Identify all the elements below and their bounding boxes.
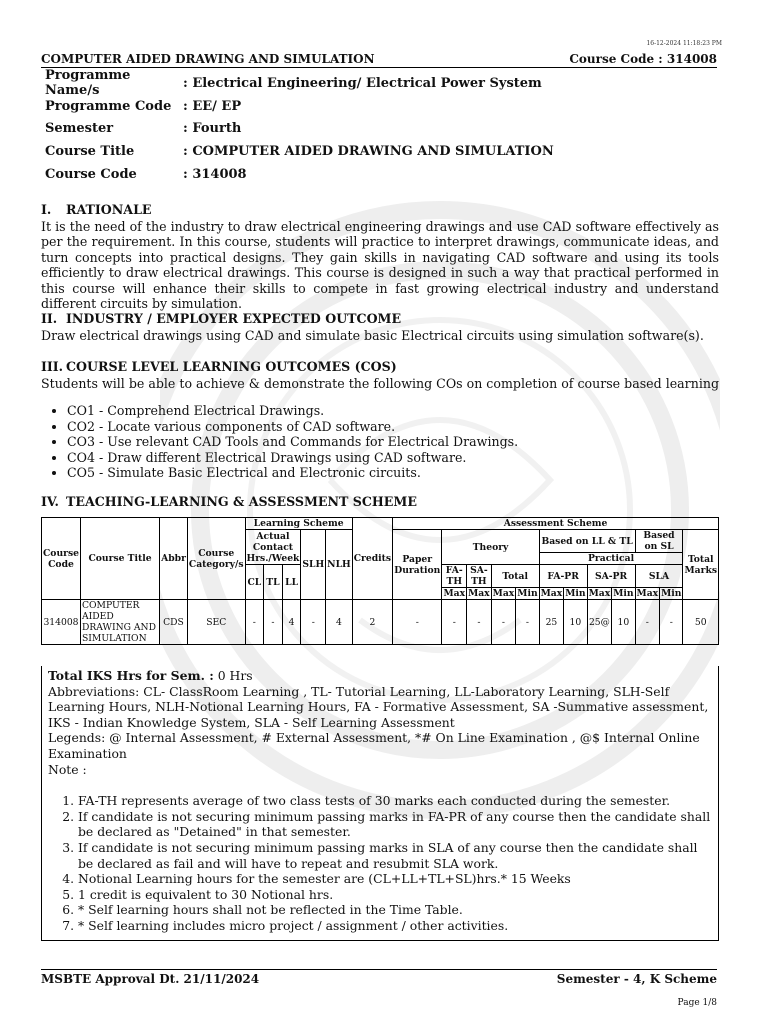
- approval-date: MSBTE Approval Dt. 21/11/2024: [41, 972, 260, 986]
- info-value: : Electrical Engineering/ Electrical Power System: [183, 75, 542, 91]
- cell-sla-max: -: [635, 600, 660, 645]
- cell-cl: -: [245, 600, 264, 645]
- list-item: • CO5 - Simulate Basic Electrical and Electronic circuits.: [67, 465, 719, 481]
- info-label: Course Code: [45, 166, 137, 182]
- cell-nlh: 4: [326, 600, 353, 645]
- cos-intro: Students will be able to achieve & demonstrate the following COs on completion of course based learning: [41, 375, 720, 391]
- cos-list: [41, 403, 719, 481]
- cell-tl: -: [264, 600, 283, 645]
- list-item: 5. 1 credit is equivalent to 30 Notional hrs.: [78, 887, 712, 903]
- cell-sa-pr-min: 10: [612, 600, 635, 645]
- info-row: [45, 117, 554, 140]
- scheme-table: [41, 517, 719, 645]
- page-header: [41, 51, 717, 68]
- expected-outcome-section: [41, 311, 719, 343]
- iks-hours: Total IKS Hrs for Sem. : 0 Hrs: [48, 668, 253, 683]
- min-label: Min: [661, 588, 682, 599]
- info-label: Semester: [45, 121, 114, 137]
- cell-total-min: -: [516, 600, 539, 645]
- scheme-section: [41, 494, 719, 511]
- min-label: Min: [517, 588, 538, 599]
- course-info-block: [45, 68, 554, 185]
- list-item: 2. If candidate is not securing minimum passing marks in FA-PR of any course then the candidate shall be declared as "Detained" in that semester.: [78, 809, 712, 840]
- info-value: : EE/ EP: [183, 98, 242, 114]
- cell-sa-th-max: -: [467, 600, 492, 645]
- info-row: [45, 140, 554, 163]
- info-label: Course Title: [45, 143, 135, 159]
- col-cl: CL: [245, 565, 264, 600]
- cell-slh: -: [301, 600, 326, 645]
- info-row: [45, 95, 554, 118]
- cell-total-marks: 50: [683, 600, 719, 645]
- cos-section: [41, 359, 719, 481]
- min-label: Min: [613, 588, 634, 599]
- cell-sla-min: -: [660, 600, 683, 645]
- col-fa-th: FA-TH: [442, 565, 467, 588]
- cell-fa-th-max: -: [442, 600, 467, 645]
- list-item: 4. Notional Learning hours for the semester are (CL+LL+TL+SL)hrs.* 15 Weeks: [78, 871, 712, 887]
- cell-code: 314008: [42, 600, 81, 645]
- list-item: 3. If candidate is not securing minimum passing marks in SLA of any course then the candidate shall be declared as fail and will have to repeat and resubmit SLA work.: [78, 840, 712, 871]
- list-item: • CO4 - Draw different Electrical Drawings using CAD software.: [67, 450, 719, 466]
- max-label: Max: [492, 588, 515, 599]
- col-slh: SLH: [301, 530, 326, 600]
- cell-paper: -: [393, 600, 442, 645]
- info-value: : 314008: [183, 166, 247, 182]
- col-paper-duration: Paper Duration: [393, 530, 442, 600]
- cell-title: COMPUTER AIDED DRAWING AND SIMULATION: [80, 600, 159, 645]
- col-total: Total: [491, 565, 539, 588]
- cell-credits: 2: [352, 600, 392, 645]
- sl-header: Based on SL: [635, 530, 683, 553]
- legends: Legends: @ Internal Assessment, # External Assessment, *# On Line Examination , @$ Internal Online Examination: [48, 730, 700, 761]
- max-label: Max: [540, 588, 563, 599]
- header-course-code: Course Code : 314008: [569, 52, 717, 66]
- col-total-marks: Total Marks: [683, 530, 719, 600]
- list-item: • CO2 - Locate various components of CAD software.: [67, 419, 719, 435]
- note-label: Note :: [48, 761, 87, 777]
- practical-header: Practical: [539, 553, 683, 565]
- col-credits: Credits: [352, 518, 392, 600]
- section-heading: IV. TEACHING-LEARNING & ASSESSMENT SCHEME: [41, 494, 417, 509]
- col-sa-th: SA-TH: [467, 565, 492, 588]
- section-heading: II. INDUSTRY / EMPLOYER EXPECTED OUTCOME: [41, 311, 402, 326]
- list-item: 1. FA-TH represents average of two class tests of 30 marks each conducted during the semester.: [78, 793, 712, 809]
- cell-ll: 4: [282, 600, 301, 645]
- list-item: • CO1 - Comprehend Electrical Drawings.: [67, 403, 719, 419]
- col-category: Course Category/s: [187, 518, 245, 600]
- col-tl: TL: [264, 565, 283, 600]
- list-item: 6. * Self learning hours shall not be reflected in the Time Table.: [78, 902, 712, 918]
- notes-list: [48, 793, 712, 933]
- learning-scheme-header: Learning Scheme: [245, 518, 352, 530]
- cell-fa-pr-min: 10: [564, 600, 587, 645]
- list-item: • CO3 - Use relevant CAD Tools and Commands for Electrical Drawings.: [67, 434, 719, 450]
- print-timestamp: 16-12-2024 11:18:23 PM: [646, 40, 722, 47]
- max-label: Max: [443, 588, 466, 599]
- max-label: Max: [636, 588, 659, 599]
- col-sa-pr: SA-PR: [587, 565, 635, 588]
- abbreviations: Abbreviations: CL- ClassRoom Learning , TL- Tutorial Learning, LL-Laboratory Learning, SLH-Self Learning Hours, NLH-Notional Learning Hours, FA - Formative Assessment, SA -Summative assessment, IKS - Indian Knowledge System, SLA - Self Learning Assessment: [48, 683, 709, 730]
- actual-contact-header: Actual Contact Hrs./Week: [246, 530, 300, 564]
- info-value: : Fourth: [183, 121, 242, 137]
- rationale-text: It is the need of the industry to draw electrical engineering drawings and use CAD software effectively as per the requirement. In this course, students will practice to interpret drawings, communicate ideas, and turn concepts into practical designs. They gain skills in navigating CAD software and using its tools efficiently to draw electrical drawings. This course is designed in such a way that practical performed in this course will enhance their skills to compete in fast growing electrical industry and understand different circuits by simulation.: [41, 218, 719, 311]
- assessment-scheme-header: Assessment Scheme: [393, 518, 719, 530]
- page-number: Page 1/8: [677, 998, 717, 1008]
- cell-abbr: CDS: [160, 600, 188, 645]
- col-course-code: Course Code: [42, 518, 81, 600]
- semester-scheme: Semester - 4, K Scheme: [556, 972, 717, 986]
- col-ll: LL: [282, 565, 301, 600]
- max-label: Max: [468, 588, 490, 599]
- cell-category: SEC: [187, 600, 245, 645]
- rationale-section: [41, 202, 719, 312]
- notes-box: [41, 666, 719, 941]
- col-abbr: Abbr: [160, 518, 188, 600]
- list-item: 7. * Self learning includes micro project / assignment / other activities.: [78, 918, 712, 934]
- info-row: [45, 163, 554, 186]
- theory-header: Theory: [442, 530, 539, 565]
- cell-fa-pr-max: 25: [539, 600, 564, 645]
- page-footer: [41, 969, 717, 986]
- ll-tl-header: Based on LL & TL: [539, 530, 635, 553]
- section-heading: I. RATIONALE: [41, 202, 152, 217]
- section-heading: III. COURSE LEVEL LEARNING OUTCOMES (COS): [41, 359, 397, 374]
- col-course-title: Course Title: [80, 518, 159, 600]
- info-label: Programme Code: [45, 98, 172, 114]
- info-value: : COMPUTER AIDED DRAWING AND SIMULATION: [183, 143, 554, 159]
- cell-sa-pr-max: 25@: [587, 600, 612, 645]
- col-sla: SLA: [635, 565, 683, 588]
- table-row: [42, 600, 719, 645]
- col-fa-pr: FA-PR: [539, 565, 587, 588]
- info-row: [45, 68, 554, 99]
- col-nlh: NLH: [326, 530, 353, 600]
- max-label: Max: [588, 588, 611, 599]
- cell-total-max: -: [491, 600, 516, 645]
- min-label: Min: [565, 588, 586, 599]
- header-course-title: COMPUTER AIDED DRAWING AND SIMULATION: [41, 52, 375, 66]
- outcome-text: Draw electrical drawings using CAD and simulate basic Electrical circuits using simulation software(s).: [41, 327, 704, 343]
- info-label: Programme Name/s: [45, 68, 131, 99]
